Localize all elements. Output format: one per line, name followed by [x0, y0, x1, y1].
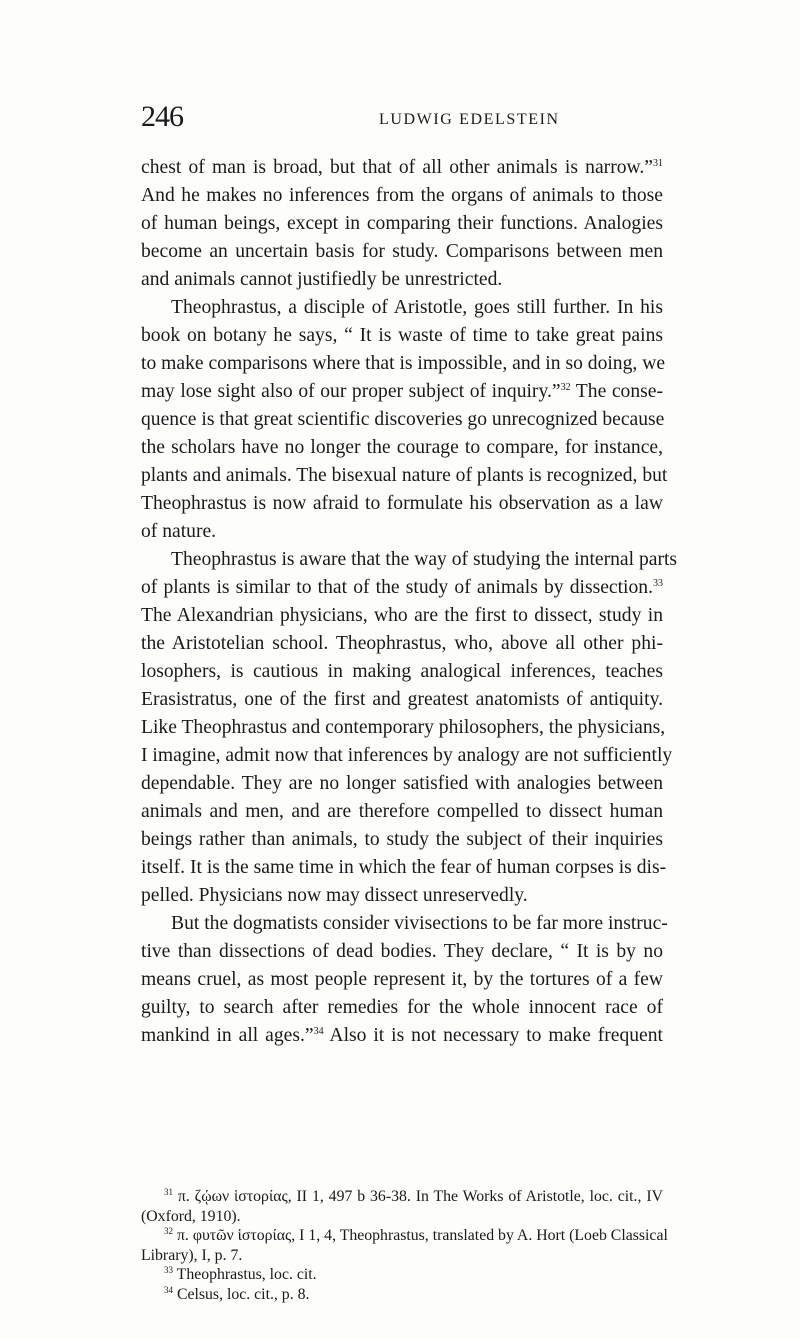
footnote-ref: 33 [164, 1265, 173, 1275]
text-line: of plants is similar to that of the study of animals by dissection.$^{33}$ [141, 577, 663, 598]
footnote-ref: 32 [164, 1226, 173, 1236]
page-number: 246 [141, 100, 183, 133]
footnote-ref: 32 [560, 382, 571, 393]
footnote-ref: 31 [653, 158, 663, 169]
text-line: may lose sight also of our proper subject of inquiry.”$^{32}$ The conse- [141, 381, 663, 402]
text-line: dependable. They are no longer satisfied with analogies between [141, 773, 663, 794]
text-line: quence is that great scientific discoveries go unrecognized because [141, 409, 665, 430]
text-line: Theophrastus is aware that the way of studying the internal parts [171, 549, 678, 570]
text-line: become an uncertain basis for study. Comparisons between men [141, 241, 663, 262]
running-head: LUDWIG EDELSTEIN [379, 111, 560, 128]
text-line: and animals cannot justifiedly be unrestricted. [141, 269, 503, 290]
text-line: tive than dissections of dead bodies. They declare, “ It is by no [141, 941, 663, 962]
text-line: the Aristotelian school. Theophrastus, who, above all other phi- [141, 633, 663, 654]
footnote-line: $^{31}$ π. ζῴων ἱστορίας, II 1, 497 b 36-38. In The Works of Aristotle, loc. cit., IV [164, 1187, 663, 1205]
text-line: And he makes no inferences from the organs of animals to those [141, 185, 663, 206]
footnote-line: $^{34}$ Celsus, loc. cit., p. 8. [164, 1284, 310, 1303]
text-line: itself. It is the same time in which the fear of human corpses is dis- [141, 857, 667, 878]
text-line: animals and men, and are therefore compelled to dissect human [141, 801, 663, 822]
footnote-ref: 31 [164, 1187, 173, 1197]
footnote-ref: 34 [313, 1026, 324, 1037]
text-line: Theophrastus is now afraid to formulate his observation as a law [141, 493, 663, 514]
text-line: The Alexandrian physicians, who are the first to dissect, study in [141, 605, 663, 626]
text-line: pelled. Physicians now may dissect unreservedly. [141, 885, 528, 906]
text-line: of human beings, except in comparing their functions. Analogies [141, 213, 663, 234]
text-line: I imagine, admit now that inferences by analogy are not sufficiently [141, 745, 673, 766]
footnote-line: Library), I, p. 7. [141, 1246, 243, 1264]
text-line: the scholars have no longer the courage to compare, for instance, [141, 437, 663, 458]
text-line: to make comparisons where that is impossible, and in so doing, we [141, 353, 666, 374]
text-line: Like Theophrastus and contemporary philosophers, the physicians, [141, 717, 666, 738]
text-line: losophers, is cautious in making analogical inferences, teaches [141, 661, 663, 682]
text-line: Erasistratus, one of the first and greatest anatomists of antiquity. [141, 689, 663, 710]
text-line: means cruel, as most people represent it, by the tortures of a few [141, 969, 663, 990]
text-line: mankind in all ages.”$^{34}$ Also it is not necessary to make frequent [141, 1025, 663, 1046]
text-line: beings rather than animals, to study the subject of their inquiries [141, 829, 663, 850]
text-line: chest of man is broad, but that of all other animals is narrow.”$^{31}$ [141, 157, 663, 178]
main-text [141, 154, 678, 1050]
text-line: But the dogmatists consider vivisections to be far more instruc- [171, 913, 668, 934]
text-line: plants and animals. The bisexual nature of plants is recognized, but [141, 465, 668, 486]
text-line: book on botany he says, “ It is waste of time to take great pains [141, 325, 663, 346]
footnote-ref: 33 [653, 578, 663, 589]
text-line: Theophrastus, a disciple of Aristotle, goes still further. In his [171, 297, 663, 318]
text-line: guilty, to search after remedies for the whole innocent race of [141, 997, 663, 1018]
footnote-ref: 34 [164, 1284, 173, 1295]
footnote-line: $^{33}$ Theophrastus, loc. cit. [164, 1265, 317, 1283]
footnote-line: $^{32}$ π. φυτῶν ἱστορίας, I 1, 4, Theophrastus, translated by A. Hort (Loeb Classical [164, 1226, 668, 1244]
footnote-line: (Oxford, 1910). [141, 1207, 241, 1225]
footnotes [141, 1187, 668, 1304]
page-header [141, 100, 669, 140]
text-line: of nature. [141, 521, 217, 542]
